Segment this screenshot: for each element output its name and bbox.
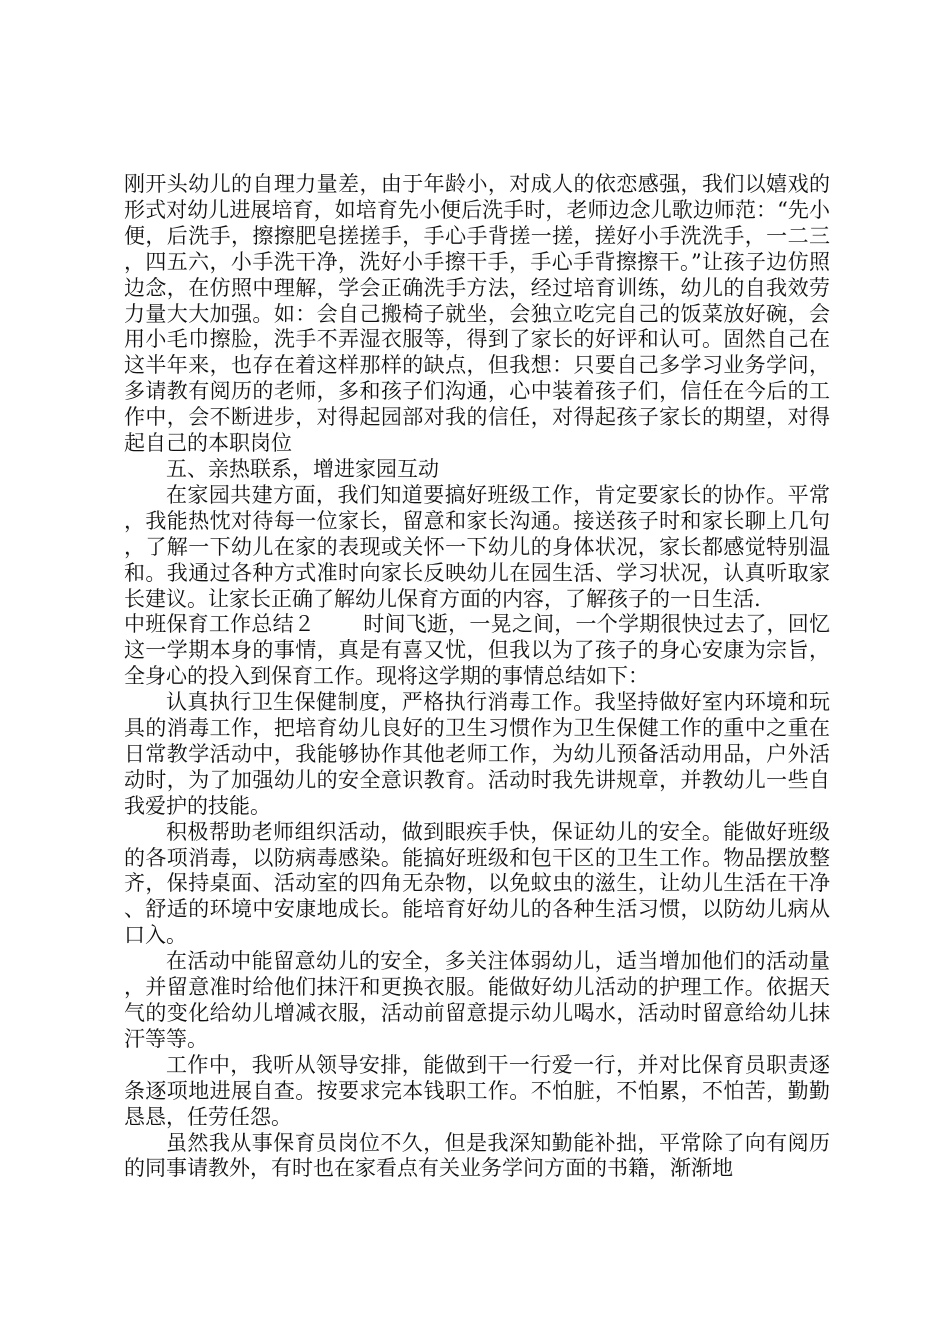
- summary-two-heading: 中班保育工作总结２: [124, 612, 316, 637]
- paragraph-activity-safety: 在活动中能留意幼儿的安全，多关注体弱幼儿，适当增加他们的活动量，并留意准时给他们抹汗和更换衣服。能做好幼儿活动的护理工作。依据天气的变化给幼儿增减衣服，活动前留意提示幼儿喝水，活动时留意给幼儿抹汗等等。: [124, 949, 830, 1051]
- document-body: [124, 172, 830, 1182]
- paragraph-summary-two: [124, 612, 830, 690]
- summary-two-intro: 时间飞逝，一晃之间，一个学期很快过去了，回忆这一学期本身的事情，真是有喜又忧，但我以为了孩子的身心安康为宗旨，全身心的投入到保育工作。现将这学期的事情总结如下：: [124, 612, 831, 689]
- paragraph-assist-teacher: 积极帮助老师组织活动，做到眼疾手快，保证幼儿的安全。能做好班级的各项消毒，以防病毒感染。能搞好班级和包干区的卫生工作。物品摆放整齐，保持桌面、活动室的四角无杂物，以免蚊虫的滋生，让幼儿生活在干净、舒适的环境中安康地成长。能培育好幼儿的各种生活习惯，以防幼儿病从口入。: [124, 819, 830, 948]
- paragraph-learning: 虽然我从事保育员岗位不久，但是我深知勤能补拙，平常除了向有阅历的同事请教外，有时也在家看点有关业务学问方面的书籍，渐渐地: [124, 1130, 830, 1181]
- paragraph-hygiene: 认真执行卫生保健制度，严格执行消毒工作。我坚持做好室内环境和玩具的消毒工作，把培育幼儿良好的卫生习惯作为卫生保健工作的重中之重在日常教学活动中，我能够协作其他老师工作，为幼儿预备活动用品，户外活动时，为了加强幼儿的安全意识教育。活动时我先讲规章，并教幼儿一些自我爱护的技能。: [124, 690, 830, 818]
- paragraph-work-attitude: 工作中，我听从领导安排，能做到干一行爱一行，并对比保育员职责逐条逐项地进展自查。按要求完本钱职工作。不怕脏，不怕累，不怕苦，勤勤恳恳，任劳任怨。: [124, 1052, 830, 1129]
- section-heading-home-school: 五、亲热联系，增进家园互动: [166, 456, 439, 481]
- paragraph-home-school: 在家园共建方面，我们知道要搞好班级工作，肯定要家长的协作。平常，我能热忱对待每一位家长，留意和家长沟通。接送孩子时和家长聊上几句，了解一下幼儿在家的表现或关怀一下幼儿的身体状况，家长都感觉特别温和。我通过各种方式准时向家长反映幼儿在园生活、学习状况，认真听取家长建议。让家长正确了解幼儿保育方面的内容，了解孩子的一日生活.: [124, 482, 830, 611]
- paragraph-self-care: 刚开头幼儿的自理力量差，由于年龄小，对成人的依恋感强，我们以嬉戏的形式对幼儿进展培育，如培育先小便后洗手时，老师边念儿歌边师范：“先小便，后洗手，擦擦肥皂搓搓手，手心手背搓一搓，搓好小手洗洗手，一二三，四五六，小手洗干净，洗好小手擦干手，手心手背擦擦干。”让孩子边仿照边念，在仿照中理解，学会正确洗手方法，经过培育训练，幼儿的自我效劳力量大大加强。如：会自己搬椅子就坐，会独立吃完自己的饭菜放好碗，会用小毛巾擦脸，洗手不弄湿衣服等，得到了家长的好评和认可。固然自己在这半年来，也存在着这样那样的缺点，但我想：只要自己多学习业务学问，多请教有阅历的老师，多和孩子们沟通，心中装着孩子们，信任在今后的工作中，会不断进步，对得起园部对我的信任，对得起孩子家长的期望，对得起自己的本职岗位: [124, 172, 830, 456]
